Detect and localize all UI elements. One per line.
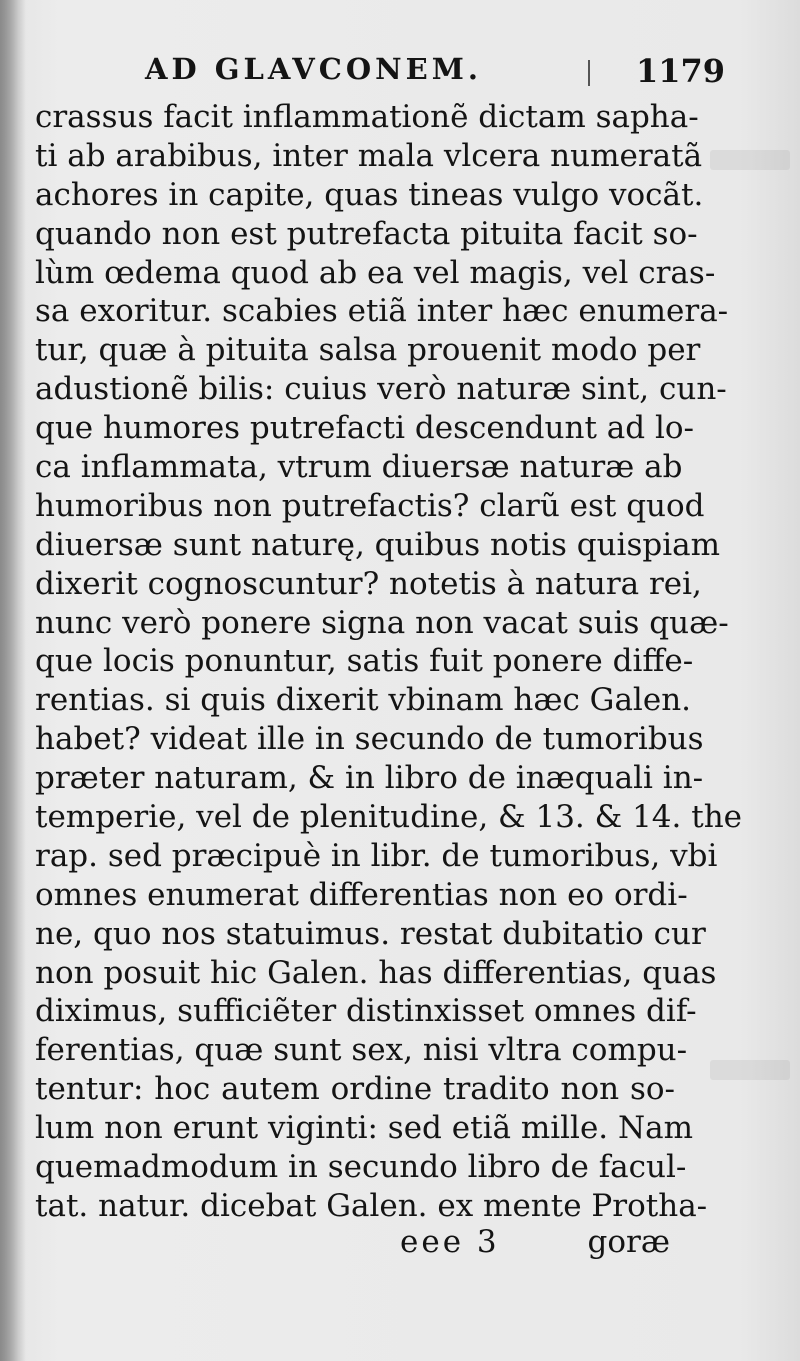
text-line: crassus facit inflammationẽ dictam sapha- (35, 99, 699, 135)
text-line: tat. natur. dicebat Galen. ex mente Protha- (35, 1187, 708, 1224)
text-line: ca inflammata, vtrum diuersæ naturæ ab (35, 449, 683, 486)
text-line: diximus, sufficiẽter distinxisset omnes dif- (35, 993, 697, 1030)
text-line: que humores putrefacti descendunt ad lo- (35, 410, 694, 447)
text-line: quando non est putrefacta pituita facit so- (35, 215, 698, 252)
text-line: sa exoritur. scabies etiã inter hæc enumera- (35, 293, 729, 330)
header-divider (588, 60, 590, 86)
text-line: ti ab arabibus, inter mala vlcera numeratã (35, 137, 703, 174)
text-line: ferentias, quæ sunt sex, nisi vltra compu- (35, 1032, 688, 1069)
text-line: rap. sed præcipuè in libr. de tumoribus, vbi (35, 837, 718, 874)
gutter-shadow (0, 0, 26, 1361)
text-line: omnes enumerat differentias non eo ordi- (35, 876, 688, 913)
text-line: nunc verò ponere signa non vacat suis quæ- (35, 604, 729, 641)
text-line: præter naturam, & in libro de inæquali in- (35, 760, 704, 797)
text-line: tentur: hoc autem ordine tradito non so- (35, 1071, 675, 1108)
text-line: rentias. si quis dixerit vbinam hæc Galen. (35, 682, 692, 719)
text-line: habet? videat ille in secundo de tumoribus (35, 721, 704, 758)
text-line: diuersæ sunt naturę, quibus notis quispiam (35, 526, 721, 563)
text-line: lùm œdema quod ab ea vel magis, vel cras- (35, 254, 716, 291)
text-line: adustionẽ bilis: cuius verò naturæ sint, cun- (35, 371, 727, 408)
text-line: ne, quo nos statuimus. restat dubitatio cur (35, 915, 706, 952)
text-line: achores in capite, quas tineas vulgo vocãt. (35, 176, 704, 213)
text-line: tur, quæ à pituita salsa prouenit modo per (35, 332, 701, 369)
text-line: humoribus non putrefactis? clarũ est quod (35, 487, 705, 524)
page-number: 1179 (635, 52, 725, 90)
catchword: goræ (587, 1224, 670, 1260)
text-line: lum non erunt viginti: sed etiã mille. Nam (35, 1110, 694, 1147)
signature-mark: eee 3 (400, 1224, 500, 1260)
show-through-mark (710, 1060, 790, 1080)
body-text (35, 98, 743, 1226)
text-line: non posuit hic Galen. has differentias, quas (35, 954, 717, 991)
text-line: dixerit cognoscuntur? notetis à natura rei, (35, 565, 702, 602)
running-head: AD GLAVCONEM. (145, 52, 482, 86)
text-line: temperie, vel de plenitudine, & 13. & 14. the (35, 799, 743, 836)
text-line: quemadmodum in secundo libro de facul- (35, 1149, 687, 1186)
page-header (135, 52, 725, 92)
text-line: que locis ponuntur, satis fuit ponere diffe- (35, 643, 694, 680)
page-footer (400, 1222, 670, 1262)
show-through-mark (710, 150, 790, 170)
